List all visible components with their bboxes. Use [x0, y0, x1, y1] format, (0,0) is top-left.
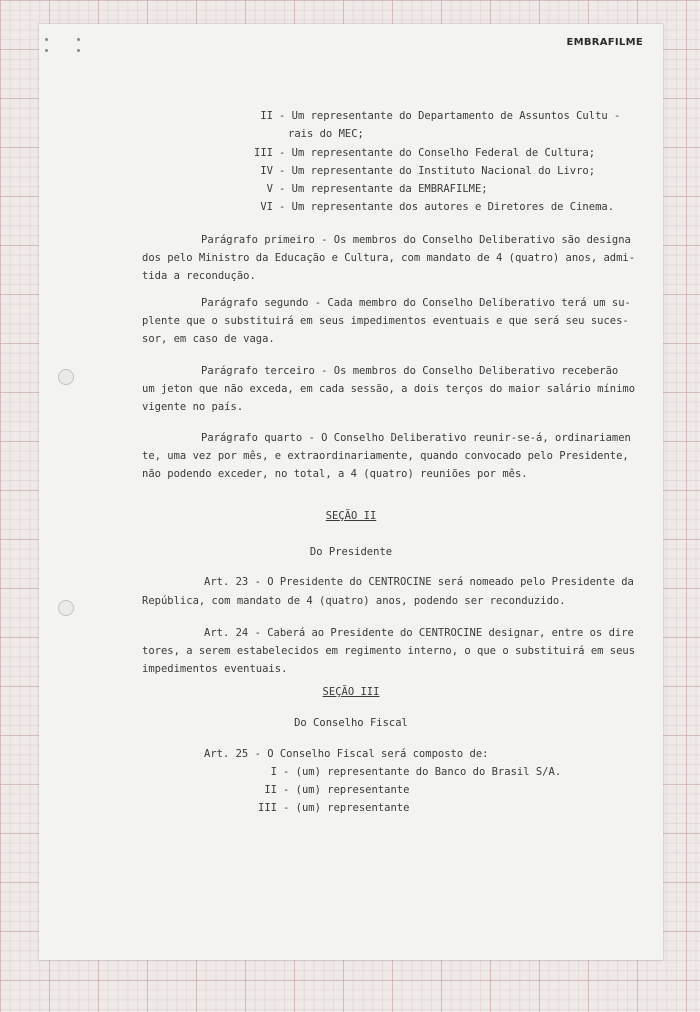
paragraph-line: um jeton que não exceda, em cada sessão, a dois terços do maior salário mínimo [142, 383, 636, 395]
paragraph-line: plente que o substituirá em seus impedimentos eventuais e que será seu suces- [142, 315, 629, 327]
paragraph-first-line: Parágrafo primeiro - Os membros do Conselho Deliberativo são designa [201, 234, 631, 246]
list-item-number: VI [260, 201, 273, 213]
paragraph-line: sor, em caso de vaga. [142, 333, 275, 345]
list-item-text: - (um) representante do Banco do Brasil S/A. [283, 766, 562, 778]
paragraph-first-line: Parágrafo quarto - O Conselho Deliberativo reunir-se-á, ordinariamen [201, 432, 631, 444]
section-heading: SEÇÃO II [325, 510, 377, 522]
paragraph-line: dos pelo Ministro da Educação e Cultura, com mandato de 4 (quatro) anos, admi- [142, 252, 636, 264]
paragraph-first-line: Parágrafo segundo - Cada membro do Conselho Deliberativo terá um su- [201, 297, 631, 309]
list-item-text: - Um representante do Departamento de Assuntos Cultu - [279, 110, 621, 122]
section-subheading: Do Presidente [309, 546, 393, 558]
list-item-text: - (um) representante [283, 802, 410, 814]
list-item-number: IV [260, 165, 273, 177]
punch-hole [58, 600, 74, 616]
staple-mark [45, 38, 48, 41]
paragraph-line: te, uma vez por mês, e extraordinariamente, quando convocado pelo Presidente, [142, 450, 629, 462]
article-first-line: Art. 25 - O Conselho Fiscal será composto de: [204, 748, 489, 760]
list-item-number: II [260, 110, 273, 122]
paragraph-first-line: Parágrafo terceiro - Os membros do Conselho Deliberativo receberão [201, 365, 619, 377]
paragraph-line: tida a recondução. [142, 270, 256, 282]
paragraph-line: não podendo exceder, no total, a 4 (quatro) reuniões por mês. [142, 468, 528, 480]
list-item-text: - Um representante do Instituto Nacional do Livro; [279, 165, 596, 177]
staple-mark [45, 49, 48, 52]
article-line: impedimentos eventuais. [142, 663, 288, 675]
list-item-number: III [258, 802, 277, 814]
article-first-line: Art. 23 - O Presidente do CENTROCINE será nomeado pelo Presidente da [204, 576, 634, 588]
section-subheading: Do Conselho Fiscal [294, 717, 408, 729]
list-item-continuation: rais do MEC; [288, 128, 364, 140]
list-item-number: III [254, 147, 273, 159]
staple-mark [77, 38, 80, 41]
list-item-number: II [264, 784, 277, 796]
letterhead: EMBRAFILME [566, 37, 643, 48]
list-item-text: - Um representante do Conselho Federal de Cultura; [279, 147, 596, 159]
section-heading: SEÇÃO III [322, 686, 380, 698]
staple-mark [77, 49, 80, 52]
article-first-line: Art. 24 - Caberá ao Presidente do CENTROCINE designar, entre os dire [204, 627, 634, 639]
list-item-number: V [266, 183, 273, 195]
article-line: tores, a serem estabelecidos em regimento interno, o que o substituirá em seus [142, 645, 636, 657]
list-item-number: I [270, 766, 277, 778]
list-item-text: - (um) representante [283, 784, 410, 796]
punch-hole [58, 369, 74, 385]
list-item-text: - Um representante dos autores e Diretores de Cinema. [279, 201, 615, 213]
article-line: República, com mandato de 4 (quatro) anos, podendo ser reconduzido. [142, 595, 566, 607]
paragraph-line: vigente no país. [142, 401, 244, 413]
document-page [39, 24, 663, 960]
list-item-text: - Um representante da EMBRAFILME; [279, 183, 488, 195]
